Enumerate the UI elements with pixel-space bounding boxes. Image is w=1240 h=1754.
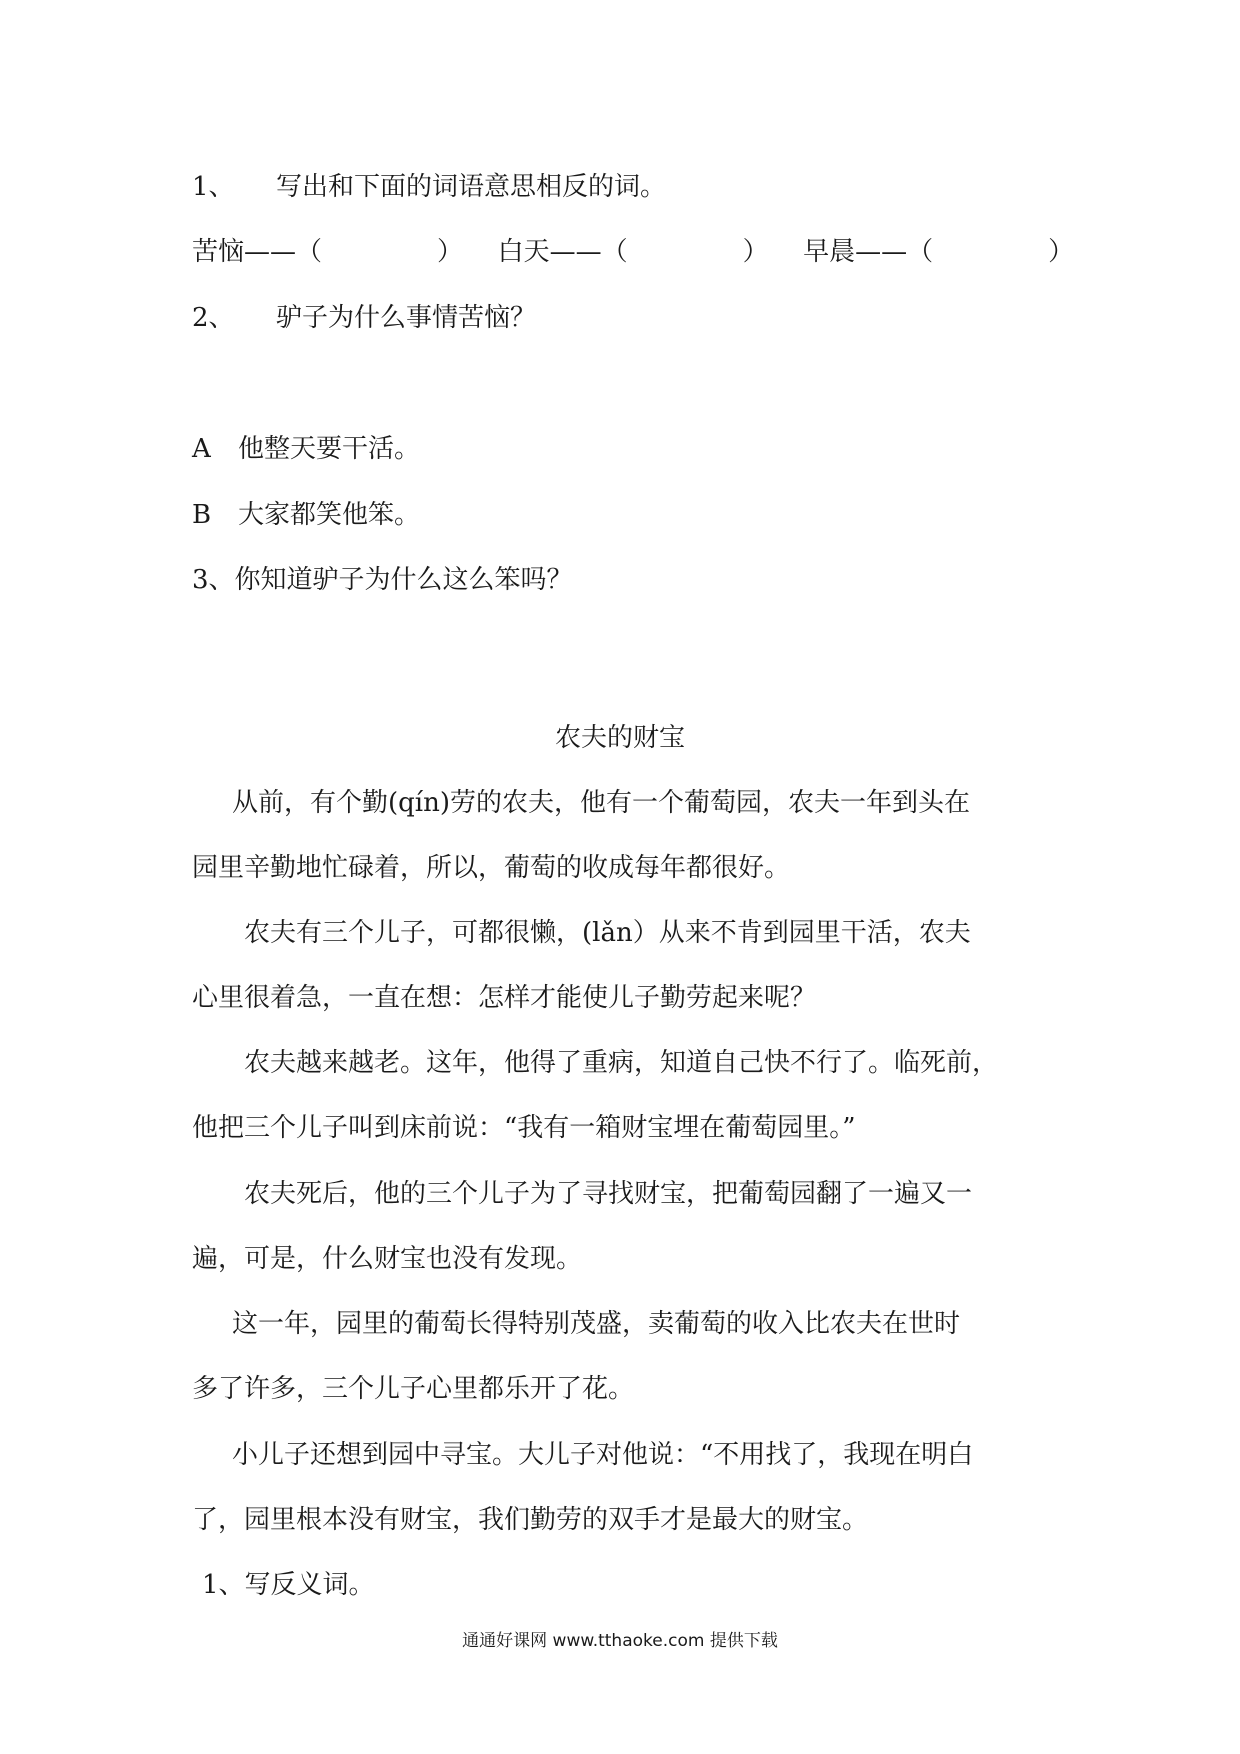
antonym-word: 苦恼——（ [192,237,323,267]
option-text: 大家都笑他笨。 [238,500,421,530]
option-letter: B [192,500,212,530]
story-line: 遍，可是，什么财宝也没有发现。 [192,1244,583,1274]
question-number: 1、 [192,172,235,202]
antonym-row [192,231,1074,268]
antonym-close: ） [742,237,769,267]
question-text: 写出和下面的词语意思相反的词。 [276,172,667,202]
question-1 [192,166,666,203]
story-line: 农夫越来越老。这年，他得了重病，知道自己快不行了。临死前， [244,1048,999,1078]
story-line: 园里辛勤地忙碌着，所以，葡萄的收成每年都很好。 [192,853,791,883]
option-b [192,494,420,531]
story-line: 这一年，园里的葡萄长得特别茂盛，卖葡萄的收入比农夫在世时 [232,1309,961,1339]
footer: 通通好课网 www.tthaoke.com 提供下载 [462,1631,778,1651]
antonym-close: ） [1048,237,1075,267]
antonym-word: 白天——（ [497,237,628,267]
story-line: 多了许多，三个儿子心里都乐开了花。 [192,1374,635,1404]
question-text: 驴子为什么事情苦恼？ [276,303,537,333]
story-title: 农夫的财宝 [554,723,685,753]
story-line: 他把三个儿子叫到床前说：“我有一箱财宝埋在葡萄园里。” [192,1113,856,1143]
final-question: 1、写反义词。 [202,1570,375,1600]
question-number: 2、 [192,303,235,333]
option-letter: A [192,434,211,464]
story-line: 从前，有个勤(qín)劳的农夫，他有一个葡萄园，农夫一年到头在 [232,788,970,818]
story-line: 农夫死后，他的三个儿子为了寻找财宝，把葡萄园翻了一遍又一 [244,1179,973,1209]
question-2 [192,297,536,334]
story-line: 了，园里根本没有财宝，我们勤劳的双手才是最大的财宝。 [192,1505,869,1535]
story-line: 心里很着急，一直在想：怎样才能使儿子勤劳起来呢？ [192,983,817,1013]
option-a [192,428,420,465]
story-line: 农夫有三个儿子，可都很懒，(lǎn）从来不肯到园里干活，农夫 [244,918,971,948]
question-3: 3、你知道驴子为什么这么笨吗？ [192,565,573,595]
antonym-word: 早晨——（ [803,237,934,267]
antonym-close: ） [437,237,464,267]
story-line: 小儿子还想到园中寻宝。大儿子对他说：“不用找了，我现在明白 [232,1440,974,1470]
option-text: 他整天要干活。 [238,434,421,464]
